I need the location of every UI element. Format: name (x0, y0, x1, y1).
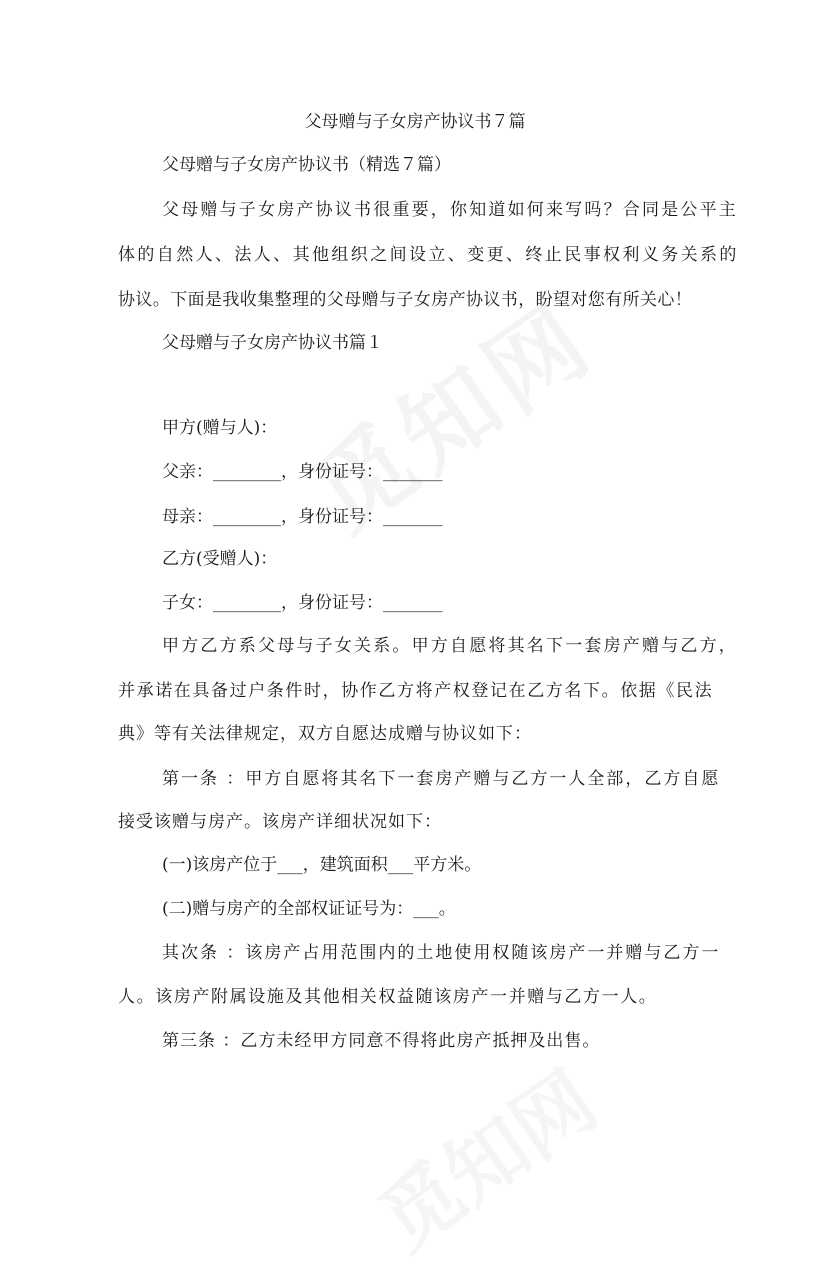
relation-line-3: 典》等有关法律规定，双方自愿达成赠与协议如下： (118, 724, 532, 744)
article-3: 第三条 ：乙方未经甲方同意不得将此房产抵押及出售。 (162, 1031, 601, 1051)
section-heading: 父母赠与子女房产协议书篇１ (162, 333, 383, 353)
child-line: 子女：________，身份证号：_______ (162, 593, 443, 613)
relation-line-2: 并承诺在具备过户条件时，协作乙方将产权登记在乙方名下。依据《民法 (118, 681, 714, 701)
article-2-line-2: 人。该房产附属设施及其他相关权益随该房产一并赠与乙方一人。 (118, 987, 658, 1007)
document-title: 父母赠与子女房产协议书７篇 (304, 112, 526, 132)
item-1: (一)该房产位于___，建筑面积___平方米。 (162, 855, 482, 875)
article-1-line-1: 第一条 ：甲方自愿将其名下一套房产赠与乙方一人全部，乙方自愿 (162, 769, 721, 789)
relation-line-1: 甲方乙方系父母与子女关系。甲方自愿将其名下一套房产赠与乙方， (162, 636, 738, 656)
article-2-line-1: 其次条 ：该房产占用范围内的土地使用权随该房产一并赠与乙方一 (162, 943, 721, 963)
mother-line: 母亲：________，身份证号：_______ (162, 507, 443, 527)
father-line: 父亲：________，身份证号：_______ (162, 462, 443, 482)
article-1-line-2: 接受该赠与房产。该房产详细状况如下： (118, 812, 442, 832)
party-a-label: 甲方(赠与人)： (162, 418, 278, 438)
document-subtitle: 父母赠与子女房产协议书（精选７篇） (162, 155, 451, 175)
intro-line-3: 协议。下面是我收集整理的父母赠与子女房产协议书，盼望对您有所关心！ (118, 290, 693, 310)
party-b-label: 乙方(受赠人)： (162, 549, 278, 569)
intro-line-2: 体的自然人、法人、其他组织之间设立、变更、终止民事权利义务关系的 (118, 245, 739, 265)
intro-line-1: 父母赠与子女房产协议书很重要，你知道如何来写吗？合同是公平主 (162, 200, 738, 220)
item-2: (二)赠与房产的全部权证证号为：___。 (162, 899, 456, 919)
